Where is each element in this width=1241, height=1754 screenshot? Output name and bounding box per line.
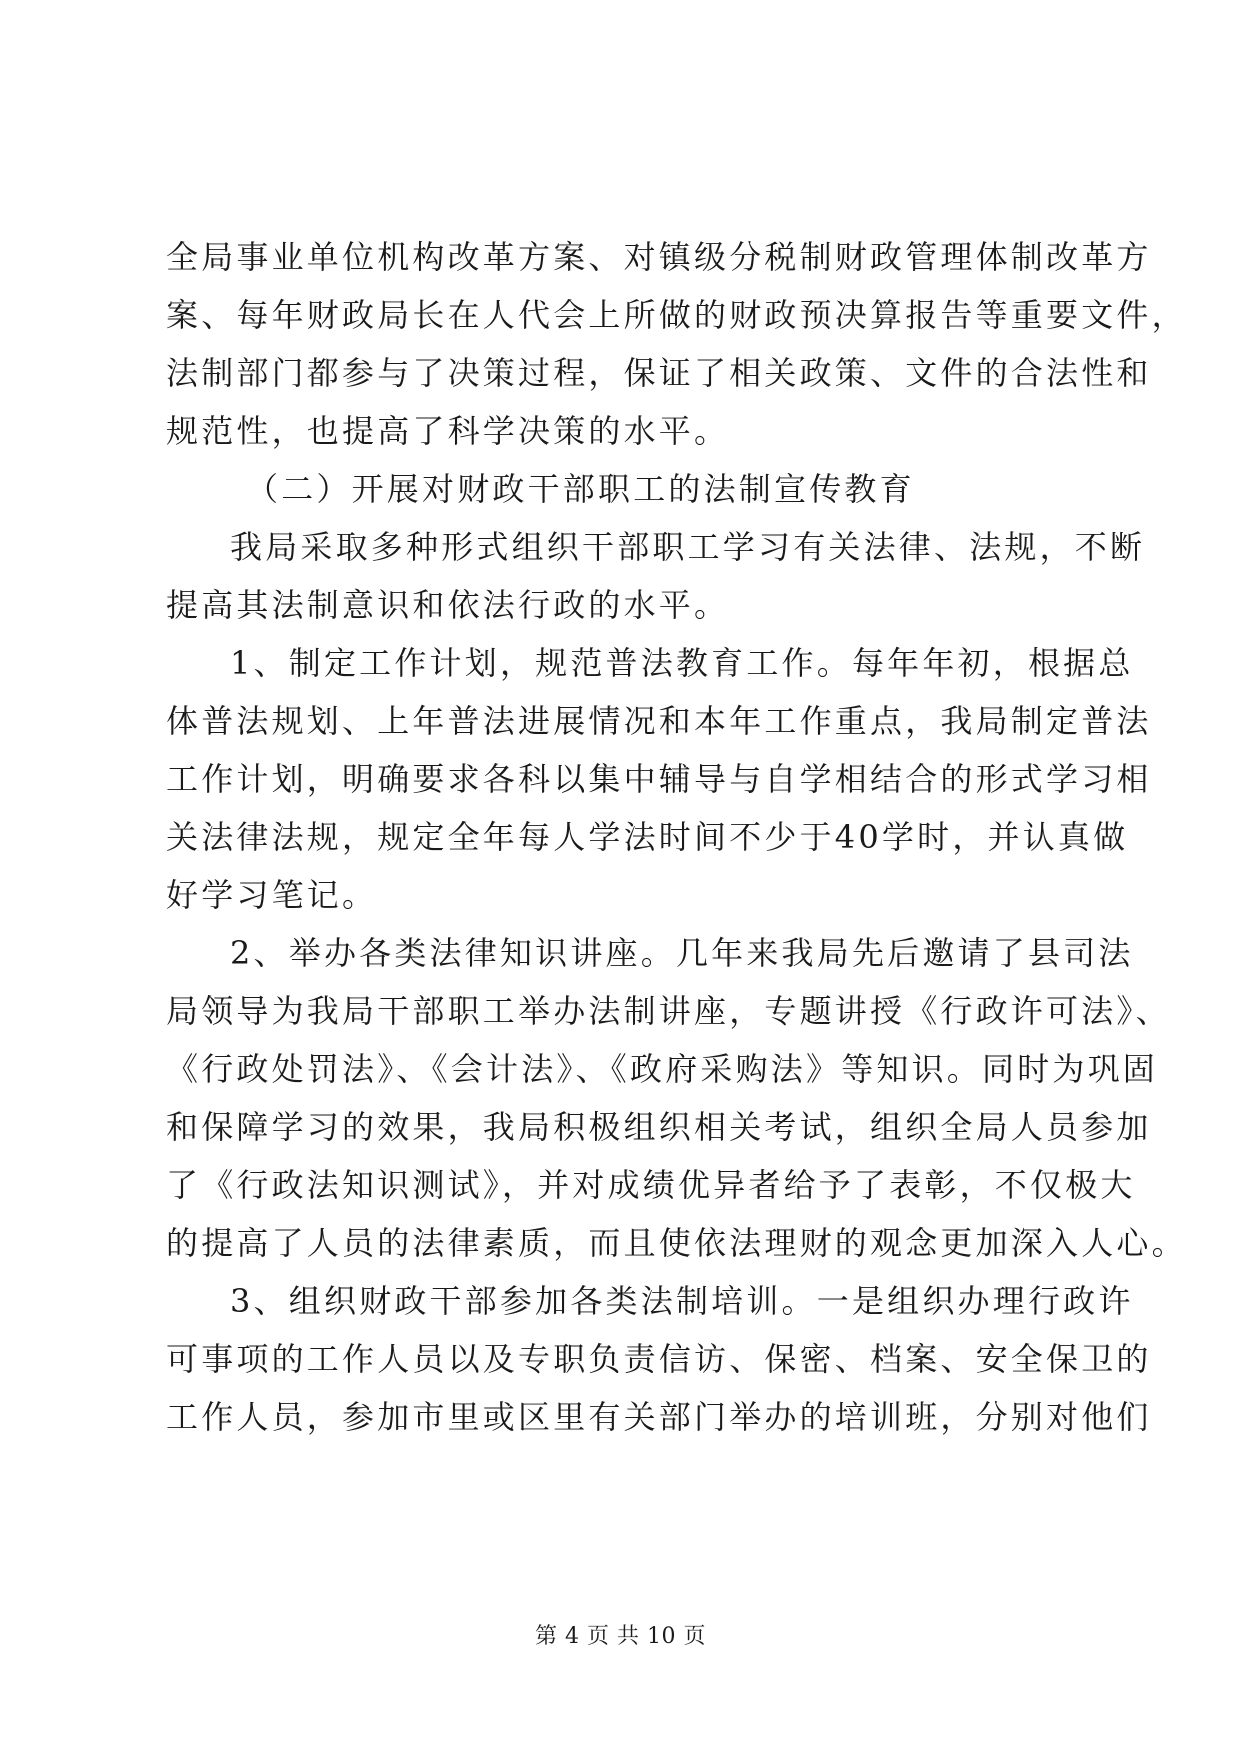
text-line: 工作计划，明确要求各科以集中辅导与自学相结合的形式学习相 — [166, 760, 1152, 798]
text-line: 规范性，也提高了科学决策的水平。 — [166, 412, 730, 450]
text-line: 我局采取多种形式组织干部职工学习有关法律、法规，不断 — [230, 528, 1146, 566]
text-line: 法制部门都参与了决策过程，保证了相关政策、文件的合法性和 — [166, 354, 1152, 392]
text-line: 了《行政法知识测试》，并对成绩优异者给予了表彰，不仅极大 — [166, 1166, 1136, 1204]
text-line: 1、制定工作计划，规范普法教育工作。每年年初，根据总 — [230, 644, 1134, 682]
section-heading: （二）开展对财政干部职工的法制宣传教育 — [246, 470, 915, 508]
text-line: 工作人员，参加市里或区里有关部门举办的培训班，分别对他们 — [166, 1398, 1152, 1436]
text-line: 体普法规划、上年普法进展情况和本年工作重点，我局制定普法 — [166, 702, 1152, 740]
text-line: 和保障学习的效果，我局积极组织相关考试，组织全局人员参加 — [166, 1108, 1152, 1146]
text-line: 关法律法规，规定全年每人学法时间不少于40学时，并认真做 — [166, 818, 1129, 856]
text-line: 好学习笔记。 — [166, 876, 378, 914]
text-line: 可事项的工作人员以及专职负责信访、保密、档案、安全保卫的 — [166, 1340, 1152, 1378]
text-line: 提高其法制意识和依法行政的水平。 — [166, 586, 730, 624]
text-line: 《行政处罚法》、《会计法》、《政府采购法》等知识。同时为巩固 — [166, 1050, 1159, 1088]
text-line: 全局事业单位机构改革方案、对镇级分税制财政管理体制改革方 — [166, 238, 1152, 276]
text-line: 2、举办各类法律知识讲座。几年来我局先后邀请了县司法 — [230, 934, 1134, 972]
text-line: 案、每年财政局长在人代会上所做的财政预决算报告等重要文件， — [166, 296, 1187, 334]
text-line: 3、组织财政干部参加各类法制培训。一是组织办理行政许 — [230, 1282, 1134, 1320]
body-text — [166, 228, 1187, 1446]
page-number-footer: 第 4 页 共 10 页 — [535, 1624, 706, 1649]
text-line: 局领导为我局干部职工举办法制讲座，专题讲授《行政许可法》、 — [166, 992, 1171, 1030]
text-line: 的提高了人员的法律素质，而且使依法理财的观念更加深入人心。 — [166, 1224, 1187, 1262]
